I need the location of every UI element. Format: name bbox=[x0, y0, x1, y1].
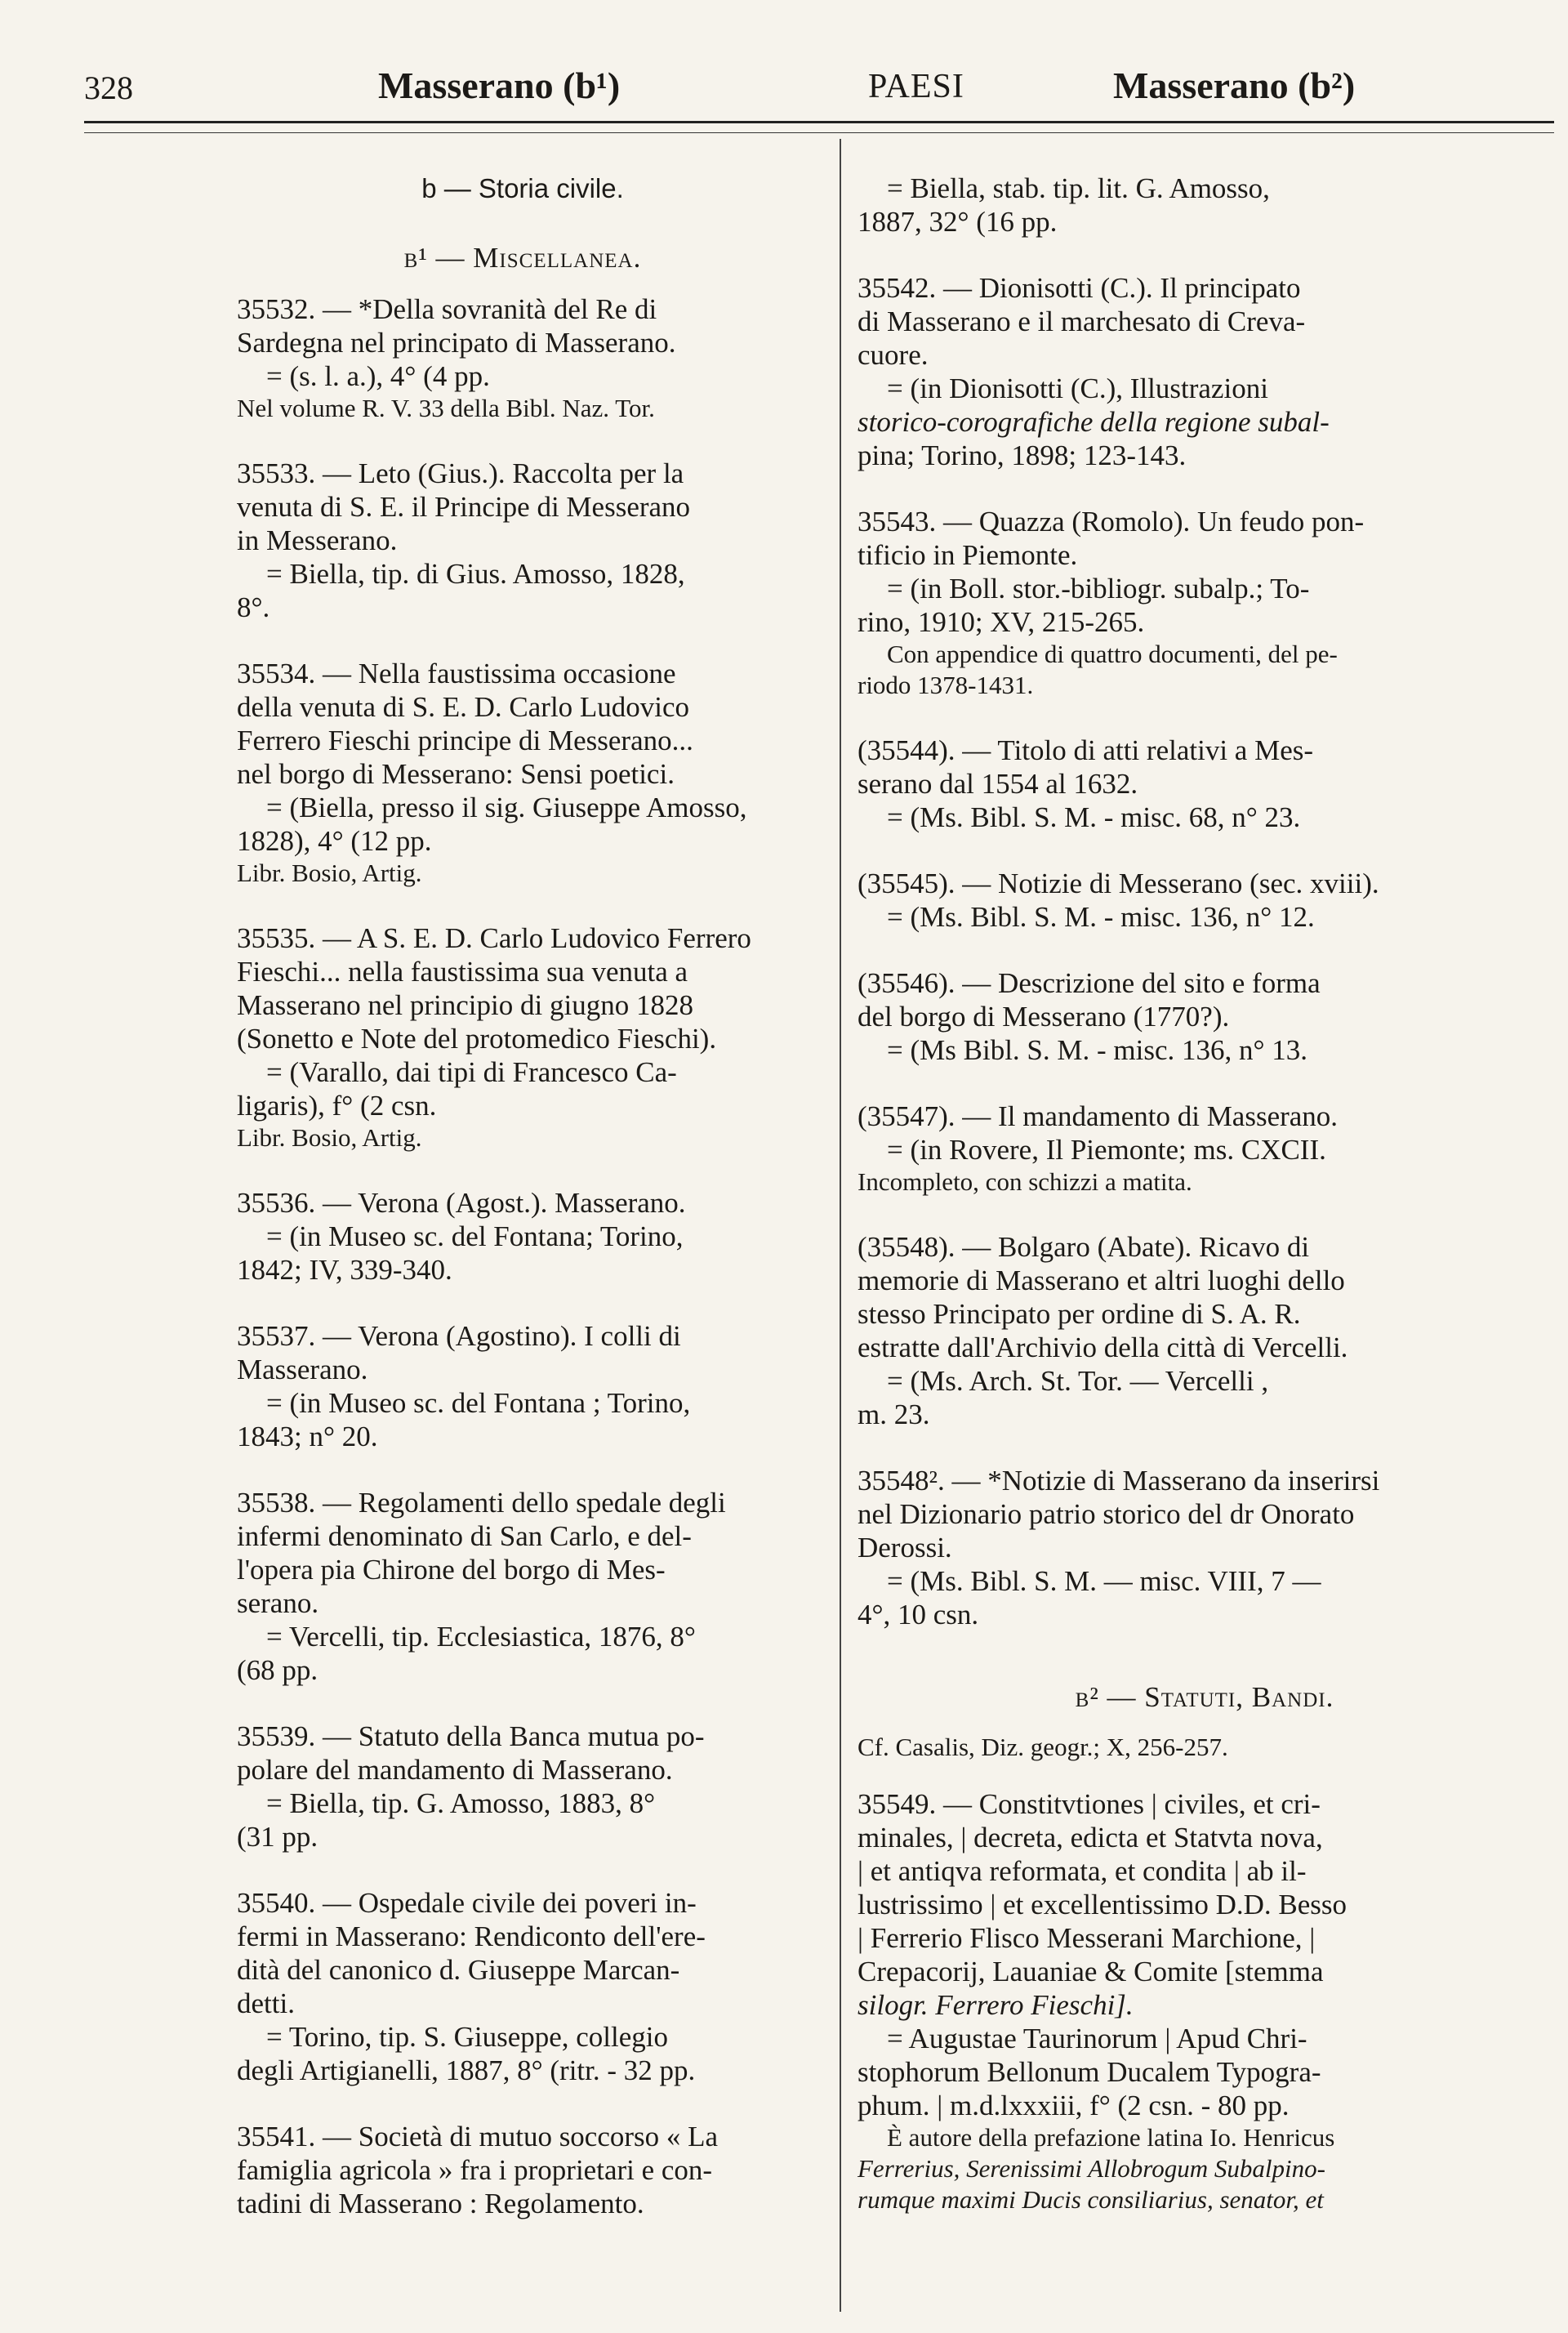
entry-35542 bbox=[858, 271, 1552, 472]
entry-line: 35537. — Verona (Agostino). I colli di bbox=[237, 1320, 681, 1352]
entry-line: = (Biella, presso il sig. Giuseppe Amosso, bbox=[266, 792, 747, 823]
entry-line: (Sonetto e Note del protomedico Fieschi). bbox=[237, 1023, 717, 1055]
entry-line: 35542. — Dionisotti (C.). Il principato bbox=[858, 272, 1301, 304]
entry-line: | et antiqva reformata, et condita | ab il- bbox=[858, 1855, 1307, 1887]
entry-line: Ferrero Fieschi principe di Messerano... bbox=[237, 725, 693, 756]
entry-line: 35541. — Società di mutuo soccorso « La bbox=[237, 2121, 719, 2152]
entry-line: = (s. l. a.), 4° (4 pp. bbox=[266, 360, 490, 392]
entry-note: riodo 1378-1431. bbox=[858, 671, 1034, 699]
entry-line: = (in Museo sc. del Fontana; Torino, bbox=[266, 1220, 684, 1252]
entry-note: Libr. Bosio, Artig. bbox=[237, 859, 422, 887]
entry-line: 1842; IV, 339-340. bbox=[237, 1254, 452, 1286]
entry-line: (35545). — Notizie di Messerano (sec. xviii). bbox=[858, 868, 1379, 899]
entry-line: tadini di Masserano : Regolamento. bbox=[237, 2188, 644, 2219]
page-number: 328 bbox=[84, 69, 133, 106]
entry-line: (68 pp. bbox=[237, 1654, 318, 1686]
subsection-heading-b2: b² — Statuti, Bandi. bbox=[1075, 1681, 1334, 1713]
entry-line: di Masserano e il marchesato di Creva- bbox=[858, 306, 1306, 337]
entry-note: rumque maximi Ducis consiliarius, senator, et bbox=[858, 2185, 1324, 2214]
entry-line: = (Varallo, dai tipi di Francesco Ca- bbox=[266, 1056, 677, 1088]
entry-35536 bbox=[237, 1186, 808, 1287]
entry-line: silogr. Ferrero Fieschi]. bbox=[858, 1989, 1134, 2021]
entry-note: Ferrerius, Serenissimi Allobrogum Subalpino- bbox=[858, 2154, 1325, 2183]
entry-line: = (in Rovere, Il Piemonte; ms. CXCII. bbox=[887, 1134, 1326, 1166]
entry-line: = (Ms Bibl. S. M. - misc. 136, n° 13. bbox=[887, 1034, 1308, 1066]
entry-line: (31 pp. bbox=[237, 1821, 318, 1853]
entry-line: 35543. — Quazza (Romolo). Un feudo pon- bbox=[858, 506, 1365, 538]
entry-line: = Biella, tip. G. Amosso, 1883, 8° bbox=[266, 1787, 656, 1819]
entry-note: È autore della prefazione latina Io. Henricus bbox=[887, 2123, 1335, 2152]
entry-line: fermi in Masserano: Rendiconto dell'ere- bbox=[237, 1920, 706, 1952]
entry-35545 bbox=[858, 867, 1552, 934]
entry-line: 35539. — Statuto della Banca mutua po- bbox=[237, 1720, 705, 1752]
entry-line: storico-corografiche della regione subal- bbox=[858, 406, 1330, 438]
entry-35541-cont bbox=[858, 172, 1552, 239]
entry-line: Masserano nel principio di giugno 1828 bbox=[237, 989, 693, 1021]
running-title-right: Masserano (b²) bbox=[1113, 65, 1356, 106]
entry-line: 35534. — Nella faustissima occasione bbox=[237, 658, 676, 689]
entry-line: dità del canonico d. Giuseppe Marcan- bbox=[237, 1954, 680, 1986]
entry-line: 35549. — Constitvtiones | civiles, et cri- bbox=[858, 1788, 1321, 1820]
entry-line: nel borgo di Messerano: Sensi poetici. bbox=[237, 758, 675, 790]
entry-line: 35540. — Ospedale civile dei poveri in- bbox=[237, 1887, 697, 1919]
entry-35532 bbox=[237, 292, 808, 424]
entry-line: memorie di Masserano et altri luoghi dello bbox=[858, 1265, 1345, 1296]
entry-note: Incompleto, con schizzi a matita. bbox=[858, 1167, 1192, 1196]
entry-line: (35546). — Descrizione del sito e forma bbox=[858, 967, 1321, 999]
entry-line: = Biella, stab. tip. lit. G. Amosso, bbox=[887, 172, 1270, 204]
entry-line: phum. | m.d.lxxxiii, f° (2 csn. - 80 pp. bbox=[858, 2090, 1290, 2121]
entry-line: 35548². — *Notizie di Masserano da inserirsi bbox=[858, 1465, 1380, 1497]
header-rule-thin bbox=[84, 132, 1554, 133]
entry-note: Con appendice di quattro documenti, del pe- bbox=[887, 640, 1338, 668]
entry-line: detti. bbox=[237, 1987, 295, 2019]
entry-line: 35532. — *Della sovranità del Re di bbox=[237, 293, 657, 325]
entry-35543 bbox=[858, 505, 1552, 701]
entry-line: (35544). — Titolo di atti relativi a Mes- bbox=[858, 734, 1314, 766]
entry-35541 bbox=[237, 2120, 808, 2220]
entry-line: (35547). — Il mandamento di Masserano. bbox=[858, 1100, 1339, 1132]
entry-line: Fieschi... nella faustissima sua venuta a bbox=[237, 956, 688, 988]
entry-line: venuta di S. E. il Principe di Messerano bbox=[237, 491, 691, 523]
entry-line: degli Artigianelli, 1887, 8° (ritr. - 32 pp. bbox=[237, 2054, 696, 2086]
right-column bbox=[858, 172, 1552, 2248]
entry-line: = Augustae Taurinorum | Apud Chri- bbox=[887, 2023, 1307, 2054]
entry-35533 bbox=[237, 457, 808, 624]
entry-35547 bbox=[858, 1100, 1552, 1198]
entry-note: Nel volume R. V. 33 della Bibl. Naz. Tor. bbox=[237, 394, 655, 422]
entry-line: = Vercelli, tip. Ecclesiastica, 1876, 8° bbox=[266, 1621, 696, 1653]
entry-35534 bbox=[237, 657, 808, 889]
entry-35539 bbox=[237, 1720, 808, 1853]
entry-35549 bbox=[858, 1787, 1552, 2215]
entry-line: = Biella, tip. di Gius. Amosso, 1828, bbox=[266, 558, 685, 590]
entry-line: polare del mandamento di Masserano. bbox=[237, 1754, 673, 1786]
entry-line: minales, | decreta, edicta et Statvta nova, bbox=[858, 1822, 1323, 1853]
entry-line: del borgo di Messerano (1770?). bbox=[858, 1001, 1230, 1033]
subsection-heading: b¹ — Miscellanea. bbox=[403, 242, 642, 274]
entry-35544 bbox=[858, 734, 1552, 834]
left-column bbox=[237, 172, 808, 2253]
entry-line: della venuta di S. E. D. Carlo Ludovico bbox=[237, 691, 690, 723]
entry-35548 bbox=[858, 1230, 1552, 1431]
entry-line: stophorum Bellonum Ducalem Typogra- bbox=[858, 2056, 1321, 2088]
entry-line: 1828), 4° (12 pp. bbox=[237, 825, 432, 857]
entry-line: = (Ms. Arch. St. Tor. — Vercelli , bbox=[887, 1365, 1269, 1397]
entry-line: 35536. — Verona (Agost.). Masserano. bbox=[237, 1187, 686, 1219]
entry-line: 35535. — A S. E. D. Carlo Ludovico Ferrero bbox=[237, 922, 751, 954]
entry-line: = (Ms. Bibl. S. M. - misc. 68, n° 23. bbox=[887, 801, 1301, 833]
entry-35548-2 bbox=[858, 1464, 1552, 1631]
entry-line: estratte dall'Archivio della città di Vercelli. bbox=[858, 1332, 1348, 1363]
entry-35537 bbox=[237, 1319, 808, 1453]
entry-line: pina; Torino, 1898; 123-143. bbox=[858, 439, 1187, 471]
entry-line: rino, 1910; XV, 215-265. bbox=[858, 606, 1145, 638]
entry-line: m. 23. bbox=[858, 1398, 930, 1430]
entry-line: 35538. — Regolamenti dello spedale degli bbox=[237, 1487, 726, 1519]
entry-line: serano dal 1554 al 1632. bbox=[858, 768, 1138, 800]
entry-line: infermi denominato di San Carlo, e del- bbox=[237, 1520, 692, 1552]
entry-line: l'opera pia Chirone del borgo di Mes- bbox=[237, 1554, 666, 1586]
entry-35540 bbox=[237, 1886, 808, 2087]
header-rule-thick bbox=[84, 121, 1554, 123]
entry-line: tificio in Piemonte. bbox=[858, 539, 1078, 571]
entry-35546 bbox=[858, 966, 1552, 1067]
entry-line: Masserano. bbox=[237, 1354, 368, 1385]
entry-line: (35548). — Bolgaro (Abate). Ricavo di bbox=[858, 1231, 1310, 1263]
cross-reference: Cf. Casalis, Diz. geogr.; X, 256-257. bbox=[858, 1733, 1228, 1761]
entry-35538 bbox=[237, 1486, 808, 1687]
section-heading: b — Storia civile. bbox=[421, 173, 624, 203]
entry-line: = (in Boll. stor.-bibliogr. subalp.; To- bbox=[887, 573, 1310, 604]
page-header bbox=[84, 57, 1554, 123]
entry-line: lustrissimo | et excellentissimo D.D. Besso bbox=[858, 1889, 1348, 1920]
running-title-center: PAESI bbox=[868, 68, 964, 105]
entry-line: 8°. bbox=[237, 591, 270, 623]
entry-line: famiglia agricola » fra i proprietari e con- bbox=[237, 2154, 713, 2186]
entry-line: Derossi. bbox=[858, 1532, 952, 1564]
entry-line: 4°, 10 csn. bbox=[858, 1599, 979, 1630]
entry-line: ligaris), f° (2 csn. bbox=[237, 1090, 437, 1122]
entry-line: Sardegna nel principato di Masserano. bbox=[237, 327, 676, 359]
entry-line: in Messerano. bbox=[237, 524, 398, 556]
entry-line: = Torino, tip. S. Giuseppe, collegio bbox=[266, 2021, 669, 2053]
entry-line: cuore. bbox=[858, 339, 929, 371]
column-divider bbox=[840, 139, 841, 2312]
entry-line: = (in Dionisotti (C.), Illustrazioni bbox=[887, 372, 1268, 404]
entry-line: 1843; n° 20. bbox=[237, 1421, 378, 1452]
entry-line: 1887, 32° (16 pp. bbox=[858, 206, 1058, 238]
entry-line: | Ferrerio Flisco Messerani Marchione, | bbox=[858, 1922, 1316, 1954]
entry-35535 bbox=[237, 921, 808, 1153]
entry-line: stesso Principato per ordine di S. A. R. bbox=[858, 1298, 1301, 1330]
entry-line: Crepacorij, Lauaniae & Comite [stemma bbox=[858, 1956, 1324, 1987]
entry-line: = (Ms. Bibl. S. M. — misc. VIII, 7 — bbox=[887, 1565, 1321, 1597]
entry-line: = (in Museo sc. del Fontana ; Torino, bbox=[266, 1387, 691, 1419]
running-title-left: Masserano (b¹) bbox=[378, 65, 621, 106]
entry-line: nel Dizionario patrio storico del dr Onorato bbox=[858, 1498, 1355, 1530]
entry-line: serano. bbox=[237, 1587, 319, 1619]
entry-line: 35533. — Leto (Gius.). Raccolta per la bbox=[237, 457, 684, 489]
entry-line: = (Ms. Bibl. S. M. - misc. 136, n° 12. bbox=[887, 901, 1315, 933]
entry-note: Libr. Bosio, Artig. bbox=[237, 1123, 422, 1152]
